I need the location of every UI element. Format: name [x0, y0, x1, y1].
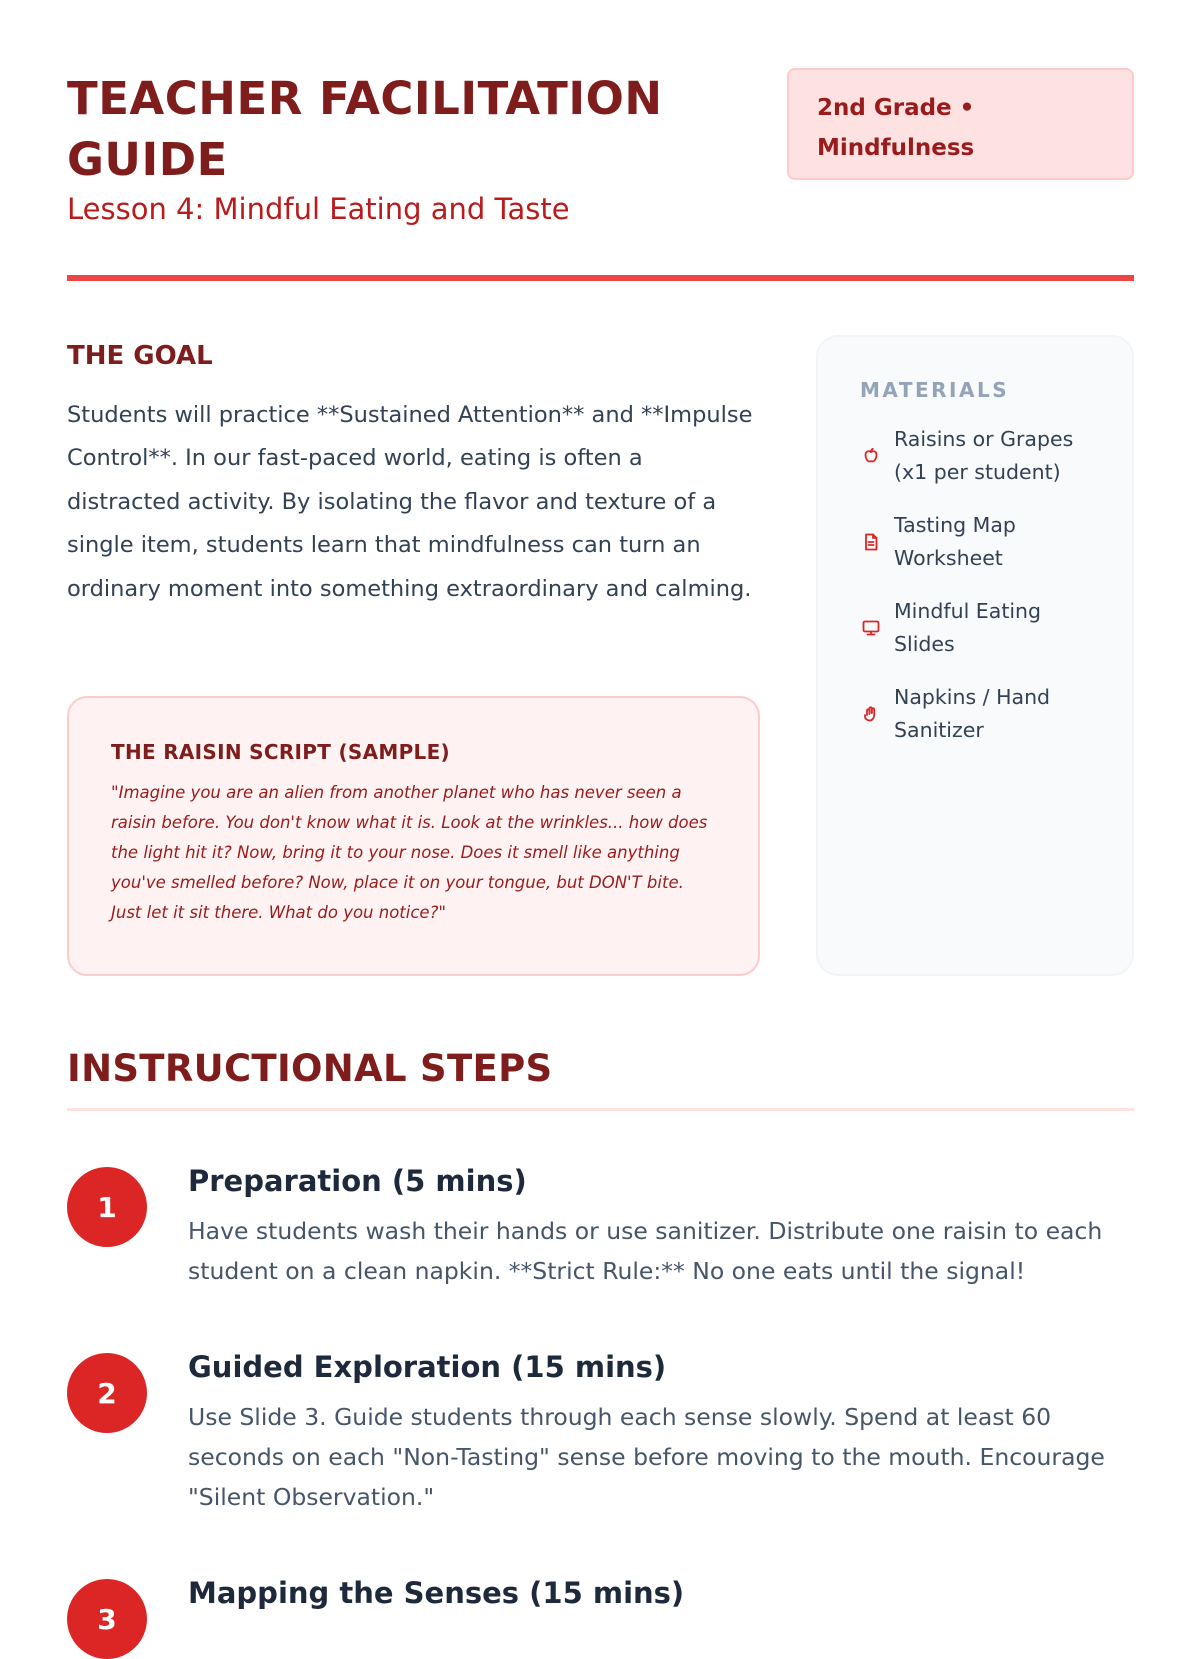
page-header — [67, 68, 1134, 278]
goal-text: Students will practice **Sustained Attention** and **Impulse Control**. In our fast-paced world, eating is often a distracted activity. By isolating the flavor and texture of a single item, students learn that mindfulness can turn an ordinary moment into something extraordinary and calming. — [67, 402, 753, 602]
facilitation-guide-page — [67, 0, 1134, 1636]
lesson-subtitle: Lesson 4: Mindful Eating and Taste — [67, 192, 570, 226]
script-callout — [67, 696, 760, 976]
material-label: Raisins or Grapes (x1 per student) — [894, 427, 1074, 484]
list-item — [860, 509, 1090, 575]
steps-divider — [67, 1108, 1134, 1111]
material-label: Tasting Map Worksheet — [894, 513, 1016, 570]
header-divider — [67, 275, 1134, 281]
step-title: Preparation (5 mins) — [188, 1164, 527, 1198]
step-description: Use Slide 3. Guide students through each sense slowly. Spend at least 60 seconds on each "Non-Tasting" sense before moving to the mouth. Encourage "Silent Observation." — [188, 1403, 1105, 1511]
script-text: "Imagine you are an alien from another planet who has never seen a raisin before. You don't know what it is. Look at the wrinkles... how does the light hit it? Now, bring it to your nose. Does it smell like anything you've smelled before? Now, place it on your tongue, but DON'T bite. Just let it sit there. What do you notice?" — [111, 783, 708, 922]
hand-icon — [860, 703, 882, 725]
list-item — [860, 681, 1090, 747]
step-number-badge: 1 — [67, 1167, 147, 1247]
materials-heading: MATERIALS — [860, 378, 1010, 402]
step-title: Mapping the Senses (15 mins) — [188, 1576, 685, 1610]
step-title: Guided Exploration (15 mins) — [188, 1350, 667, 1384]
grade-badge: 2nd Grade • Mindfulness — [787, 68, 1134, 180]
list-item — [860, 595, 1090, 661]
materials-list — [860, 423, 1090, 747]
goal-heading: THE GOAL — [67, 341, 213, 371]
step-description: Have students wash their hands or use sanitizer. Distribute one raisin to each student on a clean napkin. **Strict Rule:** No one eats until the signal! — [188, 1217, 1103, 1285]
document-icon — [860, 531, 882, 553]
script-heading: THE RAISIN SCRIPT (SAMPLE) — [111, 740, 450, 764]
apple-icon — [860, 445, 882, 467]
list-item — [860, 423, 1090, 489]
steps-heading: INSTRUCTIONAL STEPS — [67, 1047, 553, 1090]
step-number-badge: 2 — [67, 1353, 147, 1433]
page-title: TEACHER FACILITATION GUIDE — [67, 72, 663, 186]
material-label: Mindful Eating Slides — [894, 599, 1042, 656]
step-number-badge: 3 — [67, 1579, 147, 1659]
material-label: Napkins / Hand Sanitizer — [894, 685, 1051, 742]
monitor-icon — [860, 617, 882, 639]
materials-panel — [816, 335, 1134, 976]
